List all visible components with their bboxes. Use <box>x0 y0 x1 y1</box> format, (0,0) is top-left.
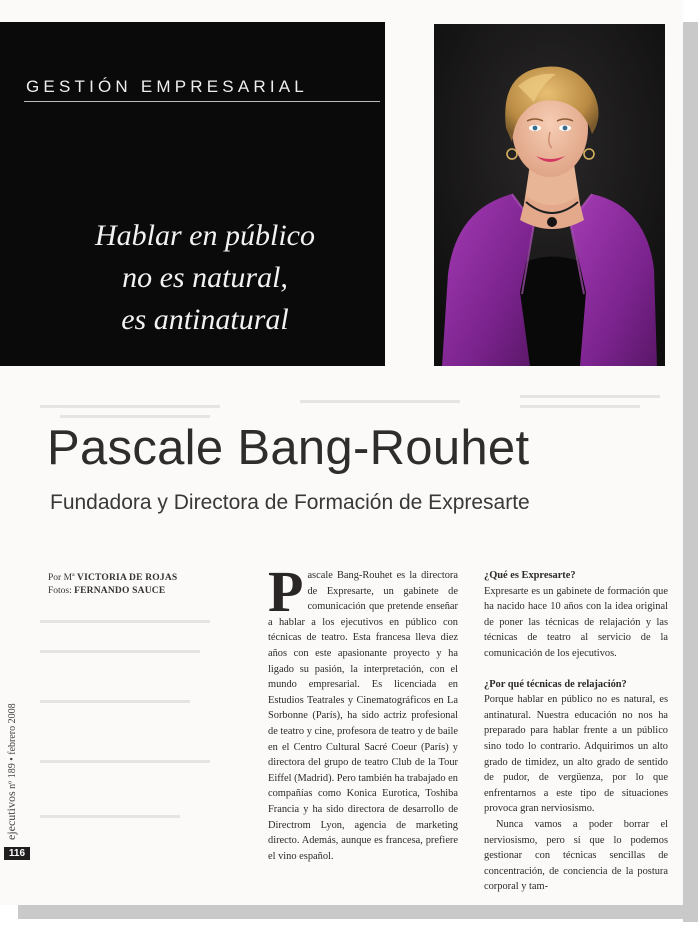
lead-text: ascale Bang-Rouhet es la directora de Expresarte, un gabinete de comunicación que pretende enseñar a hablar a los ejecutivos en público con técnicas de teatro. Esta francesa lleva diez años con este apasionante proyecto y ha ligado su pasión, la interpretación, con el mundo empresarial. Es licenciada en Estudios Teatrales y Cinematográficos en La Sorbonne (París), ha sido actriz profesional de teatro y cine, profesora de teatro y de baile en el Centro Cultural Sacré Coeur (París) y directora del grupo de teatro Club de la Tour Eiffel (Madrid). Pero también ha trabajado en compañías como Konica Eurotica, Toshiba Francia y ha sido directora de desarrollo de Directrom Lyon, agencia de marketing directo. Además, aunque es francesa, prefiere el vino español. <box>268 570 458 862</box>
photographer-name: FERNANDO SAUCE <box>74 586 166 596</box>
article-title: Pascale Bang-Rouhet <box>47 421 530 475</box>
photo-credit <box>48 585 177 598</box>
section-divider <box>24 101 380 102</box>
page-shadow <box>18 905 698 919</box>
portrait-photo <box>434 24 665 366</box>
section-label: GESTIÓN EMPRESARIAL <box>26 77 308 96</box>
bleed-through <box>520 405 640 408</box>
question-heading: ¿Qué es Expresarte? <box>484 570 576 581</box>
page-number: 116 <box>4 847 30 860</box>
byline <box>48 572 177 598</box>
bleed-through <box>40 760 210 763</box>
answer-paragraph: Expresarte es un gabinete de formación que ha nacido hace 10 años con la idea original de poner las técnicas de relajación y las técnicas de teatro al servicio de la comunicación de los ejecutivos. <box>484 585 668 659</box>
bleed-through <box>520 395 660 398</box>
lead-paragraph <box>268 559 458 864</box>
bleed-through <box>300 400 460 403</box>
question-heading: ¿Por qué técnicas de relajación? <box>484 678 627 690</box>
header-panel <box>0 22 385 366</box>
article-subtitle: Fundadora y Directora de Formación de Expresarte <box>50 491 530 514</box>
headline-line: no es natural, <box>122 261 288 294</box>
answer-paragraph: Porque hablar en público no es natural, es antinatural. Nuestra educación no nos ha preparado para hablar frente a un público sino todo lo contrario. Adquirimos un alto grado de timidez, un alto grado de sentido de pudor, de vergüenza, por lo que enfrentarnos a este tipo de situaciones provoca gran nerviosismo. <box>484 694 668 815</box>
headline-line: Hablar en público <box>95 219 315 252</box>
page-shadow <box>683 22 698 922</box>
article-column-1 <box>268 559 458 864</box>
bleed-through <box>40 650 200 653</box>
author-prefix: Por Mª <box>48 573 75 583</box>
magazine-name: ejecutivos <box>4 791 18 840</box>
article-column-2 <box>484 568 668 895</box>
answer-paragraph: Nunca vamos a poder borrar el nerviosismo, pero sí que lo podemos gestionar con técnicas sencillas de concentración, de conciencia de la postura corporal y tam- <box>484 818 668 893</box>
issue-info: nº 189 • febrero 2008 <box>7 703 18 789</box>
bleed-through <box>40 620 210 623</box>
bleed-through <box>40 815 180 818</box>
bleed-through <box>40 700 190 703</box>
portrait-illustration <box>434 24 665 366</box>
author-name: VICTORIA DE ROJAS <box>77 573 178 583</box>
photo-prefix: Fotos: <box>48 586 72 596</box>
drop-cap: P <box>268 559 304 624</box>
author-credit <box>48 572 177 585</box>
bleed-through <box>40 405 220 408</box>
headline-line: es antinatural <box>121 303 289 336</box>
folio-line <box>4 703 19 840</box>
headline <box>40 215 370 341</box>
bleed-through <box>60 415 210 418</box>
